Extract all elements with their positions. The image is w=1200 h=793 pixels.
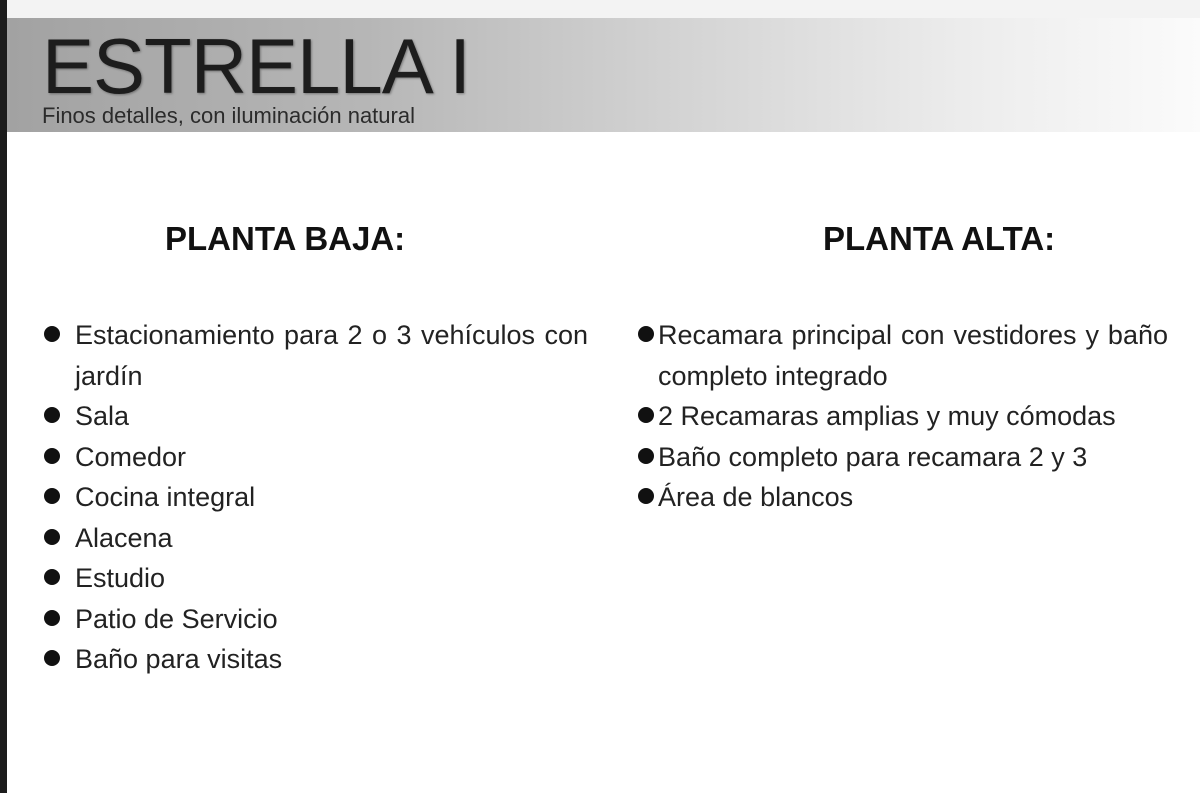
bullet-dot-icon	[44, 529, 60, 545]
list-item	[40, 396, 588, 437]
bullet-dot-icon	[44, 569, 60, 585]
list-item-text: Cocina integral	[75, 482, 256, 512]
list-item	[636, 477, 1168, 518]
list-item-text: Estudio	[75, 563, 166, 593]
list-item-text: Estacionamiento para 2 o 3 vehículos con jardín	[75, 320, 588, 391]
heading-planta-alta: PLANTA ALTA:	[823, 220, 1056, 257]
list-item	[40, 639, 588, 680]
bullet-dot-icon	[638, 407, 654, 423]
list-item	[40, 599, 588, 640]
bullet-dot-icon	[44, 326, 60, 342]
list-item	[40, 437, 588, 478]
list-item	[40, 558, 588, 599]
bullet-dot-icon	[638, 326, 654, 342]
list-item	[40, 518, 588, 559]
bullet-dot-icon	[638, 448, 654, 464]
list-item	[636, 396, 1168, 437]
list-item-text: Área de blancos	[658, 482, 854, 512]
list-item-text: Recamara principal con vestidores y baño completo integrado	[658, 320, 1168, 391]
list-item-text: Sala	[75, 401, 130, 431]
list-item-text: Alacena	[75, 522, 173, 553]
list-item	[636, 437, 1168, 478]
list-item-text: 2 Recamaras amplias y muy cómodas	[658, 401, 1116, 431]
list-item-text: Comedor	[75, 441, 187, 472]
page-subtitle: Finos detalles, con iluminación natural	[42, 103, 415, 128]
page-title: ESTRELLA I	[42, 22, 470, 110]
bullet-dot-icon	[638, 488, 654, 504]
bullet-dot-icon	[44, 488, 60, 504]
bullet-dot-icon	[44, 610, 60, 626]
list-item-text: Patio de Servicio	[75, 603, 278, 634]
list-item	[636, 315, 1168, 396]
list-item	[40, 477, 588, 518]
list-item-text: Baño para visitas	[75, 644, 283, 674]
bullet-dot-icon	[44, 448, 60, 464]
bullet-dot-icon	[44, 407, 60, 423]
planta-alta-list	[636, 315, 1168, 518]
list-item	[40, 315, 588, 396]
bullet-dot-icon	[44, 650, 60, 666]
heading-planta-baja: PLANTA BAJA:	[165, 220, 406, 257]
left-edge-bar	[0, 0, 7, 793]
list-item-text: Baño completo para recamara 2 y 3	[658, 441, 1088, 472]
planta-baja-list	[40, 315, 588, 680]
top-strip	[7, 0, 1200, 18]
